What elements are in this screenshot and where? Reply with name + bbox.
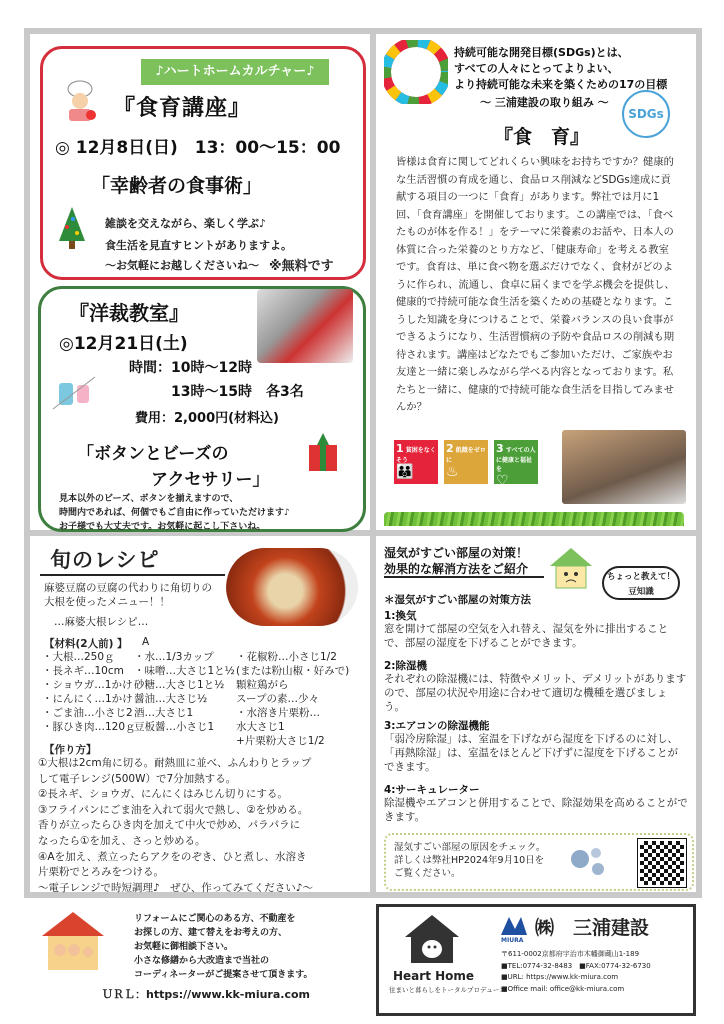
tip-heading: 2:除湿機	[384, 660, 428, 672]
step-line: ②長ネギ、ショウガ、にんにくはみじん切りにする。	[38, 788, 288, 801]
sewing-class-subtitle1: 「ボタンとビーズの	[77, 444, 229, 464]
sewing-class-time2: 13時～15時 各3名	[171, 384, 304, 400]
food-class-title: 『食育講座』	[113, 96, 252, 121]
sdgs-body: 皆様は食育に関してどれくらい興味をお持ちですか？健康的な生活習慣の育成を通じ、食品ロス削減などSDGs達成に貢献する項目の一つに「食育」があります。弊社では月に1回、「食育講座」を開催しております。この講座では、「食べたものが体を作る！」をテーマに栄養素のお話や、日本人の体質に合った栄養のとり方など、「健康寿命」を考える教室です。食育は、単に食べ物を選ぶだけでなく、食材がどのように作られ、流通し、食卓に届くまでを学ぶ機会を提供し、健康的で持続可能な食生活を築くための基礎となります。こうした知識を身につけることで、栄養バランスの良い食事ができるようになり、生活習慣病の予防や食品ロスの削減も期待されます。講座はどなたでもご参加いただけ、ご家族やお友達と一緒に楽しみながら学べる内容となっております。私たちと一緒に、健康的で持続可能な食生活を目指してみませんか？	[396, 156, 675, 413]
mold-spores-icon	[566, 841, 610, 881]
sewing-class-fee: 費用：2,000円(材料込)	[135, 411, 280, 426]
company-name: ㈱ 三浦建設	[535, 917, 650, 939]
food-class-line2: 食生活を見直すヒントがありますよ。	[105, 239, 292, 252]
sewing-class-date: ◎12月21日(土)	[59, 334, 188, 354]
cause-line3: ご覧ください。	[394, 868, 461, 879]
ingredients-col2	[134, 650, 235, 734]
tip-text: それぞれの除湿機には、特徴やメリット、デメリットがありますので、部屋の状況や用途に合わせて適切な機種を選びましょう。	[384, 673, 687, 713]
tip-text: 「弱冷房除湿」は、室温を下げながら湿度を下げるのに対し、「再熱除湿」は、室温をほとんど下げずに湿度を下げることができます。	[384, 733, 678, 773]
sewing-class-time: 時間：10時～12時	[129, 360, 252, 376]
sdgs-panel	[376, 34, 696, 530]
footer-line3: お気軽に御相談下さい。	[134, 942, 234, 952]
sewing-note1: 見本以外のビーズ、ボタンを揃えますので、	[59, 494, 239, 504]
recipe-name: …麻婆大根レシピ…	[54, 616, 149, 628]
ingredient: ・豚ひき肉…120ｇ	[42, 721, 136, 733]
trivia-bubble-line2: 豆知識	[628, 587, 654, 597]
ingredient: ・にんにく…1かけ	[42, 693, 133, 705]
ingredient: 酒…大さじ1	[134, 707, 194, 719]
humidity-title2: 効果的な解消方法をご紹介	[384, 562, 529, 576]
sewing-class-title: 『洋裁教室』	[69, 301, 189, 325]
sewing-class-box	[38, 286, 366, 532]
food-class-box	[40, 46, 366, 280]
ingredient: ・水溶き片栗粉…	[236, 707, 320, 719]
events-panel	[30, 34, 370, 530]
food-class-line1: 雑談を交えながら、楽しく学ぶ♪	[105, 217, 267, 230]
sdgs-wheel-icon	[384, 40, 448, 104]
class-photo	[562, 430, 686, 504]
recipe-panel	[30, 536, 370, 892]
sewing-note3: お子様でも大丈夫です。お気軽に起こし下さいね。	[59, 522, 266, 532]
qr-code[interactable]	[638, 839, 686, 887]
ingredient: ・大根…250ｇ	[42, 651, 115, 663]
heart-home-dog-logo-icon	[403, 913, 461, 965]
tip-heading: 3:エアコンの除湿機能	[384, 720, 490, 732]
footer-line1: リフォームにご関心のある方、不動産を	[134, 914, 296, 924]
footer-contact	[30, 904, 370, 1016]
ingredient: 豆板醤…小さじ1	[134, 721, 215, 733]
humidity-panel	[376, 536, 696, 892]
culture-tag: ♪ハートホームカルチャー♪	[141, 59, 329, 85]
sdg-tile-3: 3 すべての人に健康と福祉を ♡	[494, 440, 538, 484]
step-line: 片栗粉でとろみをつける。	[38, 866, 164, 879]
humidity-underline	[384, 576, 544, 578]
jewelry-photo	[257, 289, 353, 363]
ingredient: ・花椒粉…小さじ1/2	[236, 651, 337, 663]
footer-line5: コーディネーターがご提案させて頂きます。	[134, 970, 313, 980]
sewing-class-subtitle2: アクセサリー」	[151, 470, 270, 490]
humidity-head: ＊湿気がすごい部屋の対策方法	[384, 594, 531, 606]
company-address: 〒611-0002京都府宇治市木幡御蔵山1-189	[501, 950, 640, 958]
sdgs-badge: SDGs	[622, 90, 670, 138]
family-house-icon	[40, 910, 106, 972]
company-card	[376, 904, 696, 1016]
ingredient: スープの素…少々	[236, 693, 319, 705]
food-class-subtitle: 「幸齢者の食事術」	[91, 175, 263, 197]
recipe-intro1: 麻婆豆腐の豆腐の代わりに角切りの	[44, 582, 212, 594]
mapo-daikon-photo	[226, 548, 358, 626]
trivia-bubble-line1: ちょっと教えて！	[606, 572, 675, 582]
cause-line2: 詳しくは弊社HP2024年9月10日を	[394, 855, 545, 866]
tip-text: 窓を開けて部屋の空気を入れ替え、湿気を外に排出することで、部屋の湿度を下げることができます。	[384, 623, 669, 649]
step-line: して電子レンジ(500W）で7分加熱する。	[38, 772, 237, 785]
brand-name: Heart Home	[393, 969, 475, 983]
tip-heading: 1:換気	[384, 610, 417, 622]
brand-tagline: 住まいと暮らしをトータルプロデュース	[389, 986, 506, 994]
company-url[interactable]: ■URL: https://www.kk-miura.com	[501, 973, 619, 981]
sewing-note2: 時間内であれば、何個でもご自由に作っていただけます♪	[59, 508, 290, 518]
trivia-bubble	[602, 566, 680, 600]
ingredients-col3	[236, 650, 349, 748]
cause-line1: 湿気すごい部屋の原因をチェック。	[394, 842, 546, 853]
sdgs-title: 『食 育』	[494, 126, 590, 148]
step-line: ①大根は2cm角に切る。耐熱皿に並べ、ふんわりとラップ	[38, 757, 312, 769]
sweating-house-icon	[548, 546, 594, 590]
recipe-title: 旬のレシピ	[50, 548, 160, 572]
step-line: ～電子レンジで時短調理♪ ぜひ、作ってみてください♪～	[38, 881, 313, 894]
company-tel-fax: ■TEL:0774-32-8483 ■FAX:0774-32-6730	[501, 962, 651, 970]
cause-box	[384, 833, 694, 891]
miura-logo-text: MIURA	[501, 937, 524, 944]
steps-list	[38, 756, 313, 896]
footer-line2: お探しの方、建て替えをお考えの方、	[134, 928, 288, 938]
ingredient: ・水…1/3カップ	[134, 651, 214, 663]
sdgs-head4: ～ 三浦建設の取り組み ～	[480, 96, 609, 109]
footer-url[interactable]: ＵＲＬ：https://www.kk-miura.com	[102, 988, 310, 1001]
ingredients-heading: 【材料(2人前) 】	[44, 638, 128, 650]
sdgs-head1: 持続可能な開発目標(SDGs)とは、	[454, 46, 629, 59]
chef-illustration-icon	[61, 79, 99, 123]
sdg-tile-1: 1 貧困をなくそう 👪	[394, 440, 438, 484]
humidity-title1: 湿気がすごい部屋の対策！	[384, 546, 529, 560]
step-line: 香りが立ったらひき肉を加えて中火で炒め、パラパラに	[38, 819, 301, 832]
step-line: ③フライパンにごま油を入れて弱火で熱し、②を炒める。	[38, 803, 309, 816]
sdg-tile-2: 2 飢餓をゼロに ♨	[444, 440, 488, 484]
ingredients-col1	[42, 650, 136, 734]
recipe-intro2: 大根を使ったメニュー！！	[44, 596, 170, 608]
gift-icon	[303, 429, 343, 475]
sewing-thread-icon	[51, 373, 99, 413]
ingredient: 砂糖…大さじ1と½	[134, 679, 225, 691]
sdgs-head2: すべての人々にとってよりよい、	[454, 62, 619, 75]
ingredient: 醤油…大さじ½	[134, 693, 208, 705]
ingredient: 水大さじ1	[236, 721, 285, 733]
sdgs-head3: より持続可能な未来を築くための17の目標	[454, 78, 668, 91]
tip-heading: 4:サーキュレーター	[384, 784, 480, 796]
ingredients-group-a: A	[142, 636, 150, 648]
food-class-datetime: ◎ 12月8日(日) 13：00～15：00	[55, 138, 341, 158]
food-class-line3: ～お気軽にお越しくださいね～	[105, 259, 259, 272]
ingredient: ・ショウガ…1かけ	[42, 679, 133, 691]
ingredient: +片栗粉大さじ1/2	[236, 735, 325, 747]
grass-decoration	[384, 512, 684, 526]
miura-logo-icon	[499, 915, 529, 937]
recipe-underline	[40, 574, 225, 576]
food-class-free: ※無料です	[269, 259, 334, 274]
ingredient: ・ごま油…小さじ2	[42, 707, 133, 719]
steps-heading: 【作り方】	[44, 744, 97, 756]
ingredient: (または粉山椒・好みで)	[236, 665, 350, 677]
tip-text: 除湿機やエアコンと併用することで、除湿効果を高めることができます。	[384, 797, 688, 823]
footer-line4: 小さな修繕から大改造まで当社の	[134, 956, 270, 966]
step-line: ④Aを加え、煮立ったらアクをのぞき、ひと煮し、水溶き	[38, 850, 307, 863]
step-line: なったら①を加え、さっと炒める。	[38, 834, 206, 847]
ingredient: ・長ネギ…10cm	[42, 665, 124, 677]
christmas-tree-icon	[55, 205, 89, 251]
ingredient: ・味噌…大さじ1と½	[134, 665, 235, 677]
company-mail[interactable]: ■Office mail: office@kk-miura.com	[501, 985, 625, 993]
ingredient: 顆粒鶏がら	[236, 679, 289, 691]
